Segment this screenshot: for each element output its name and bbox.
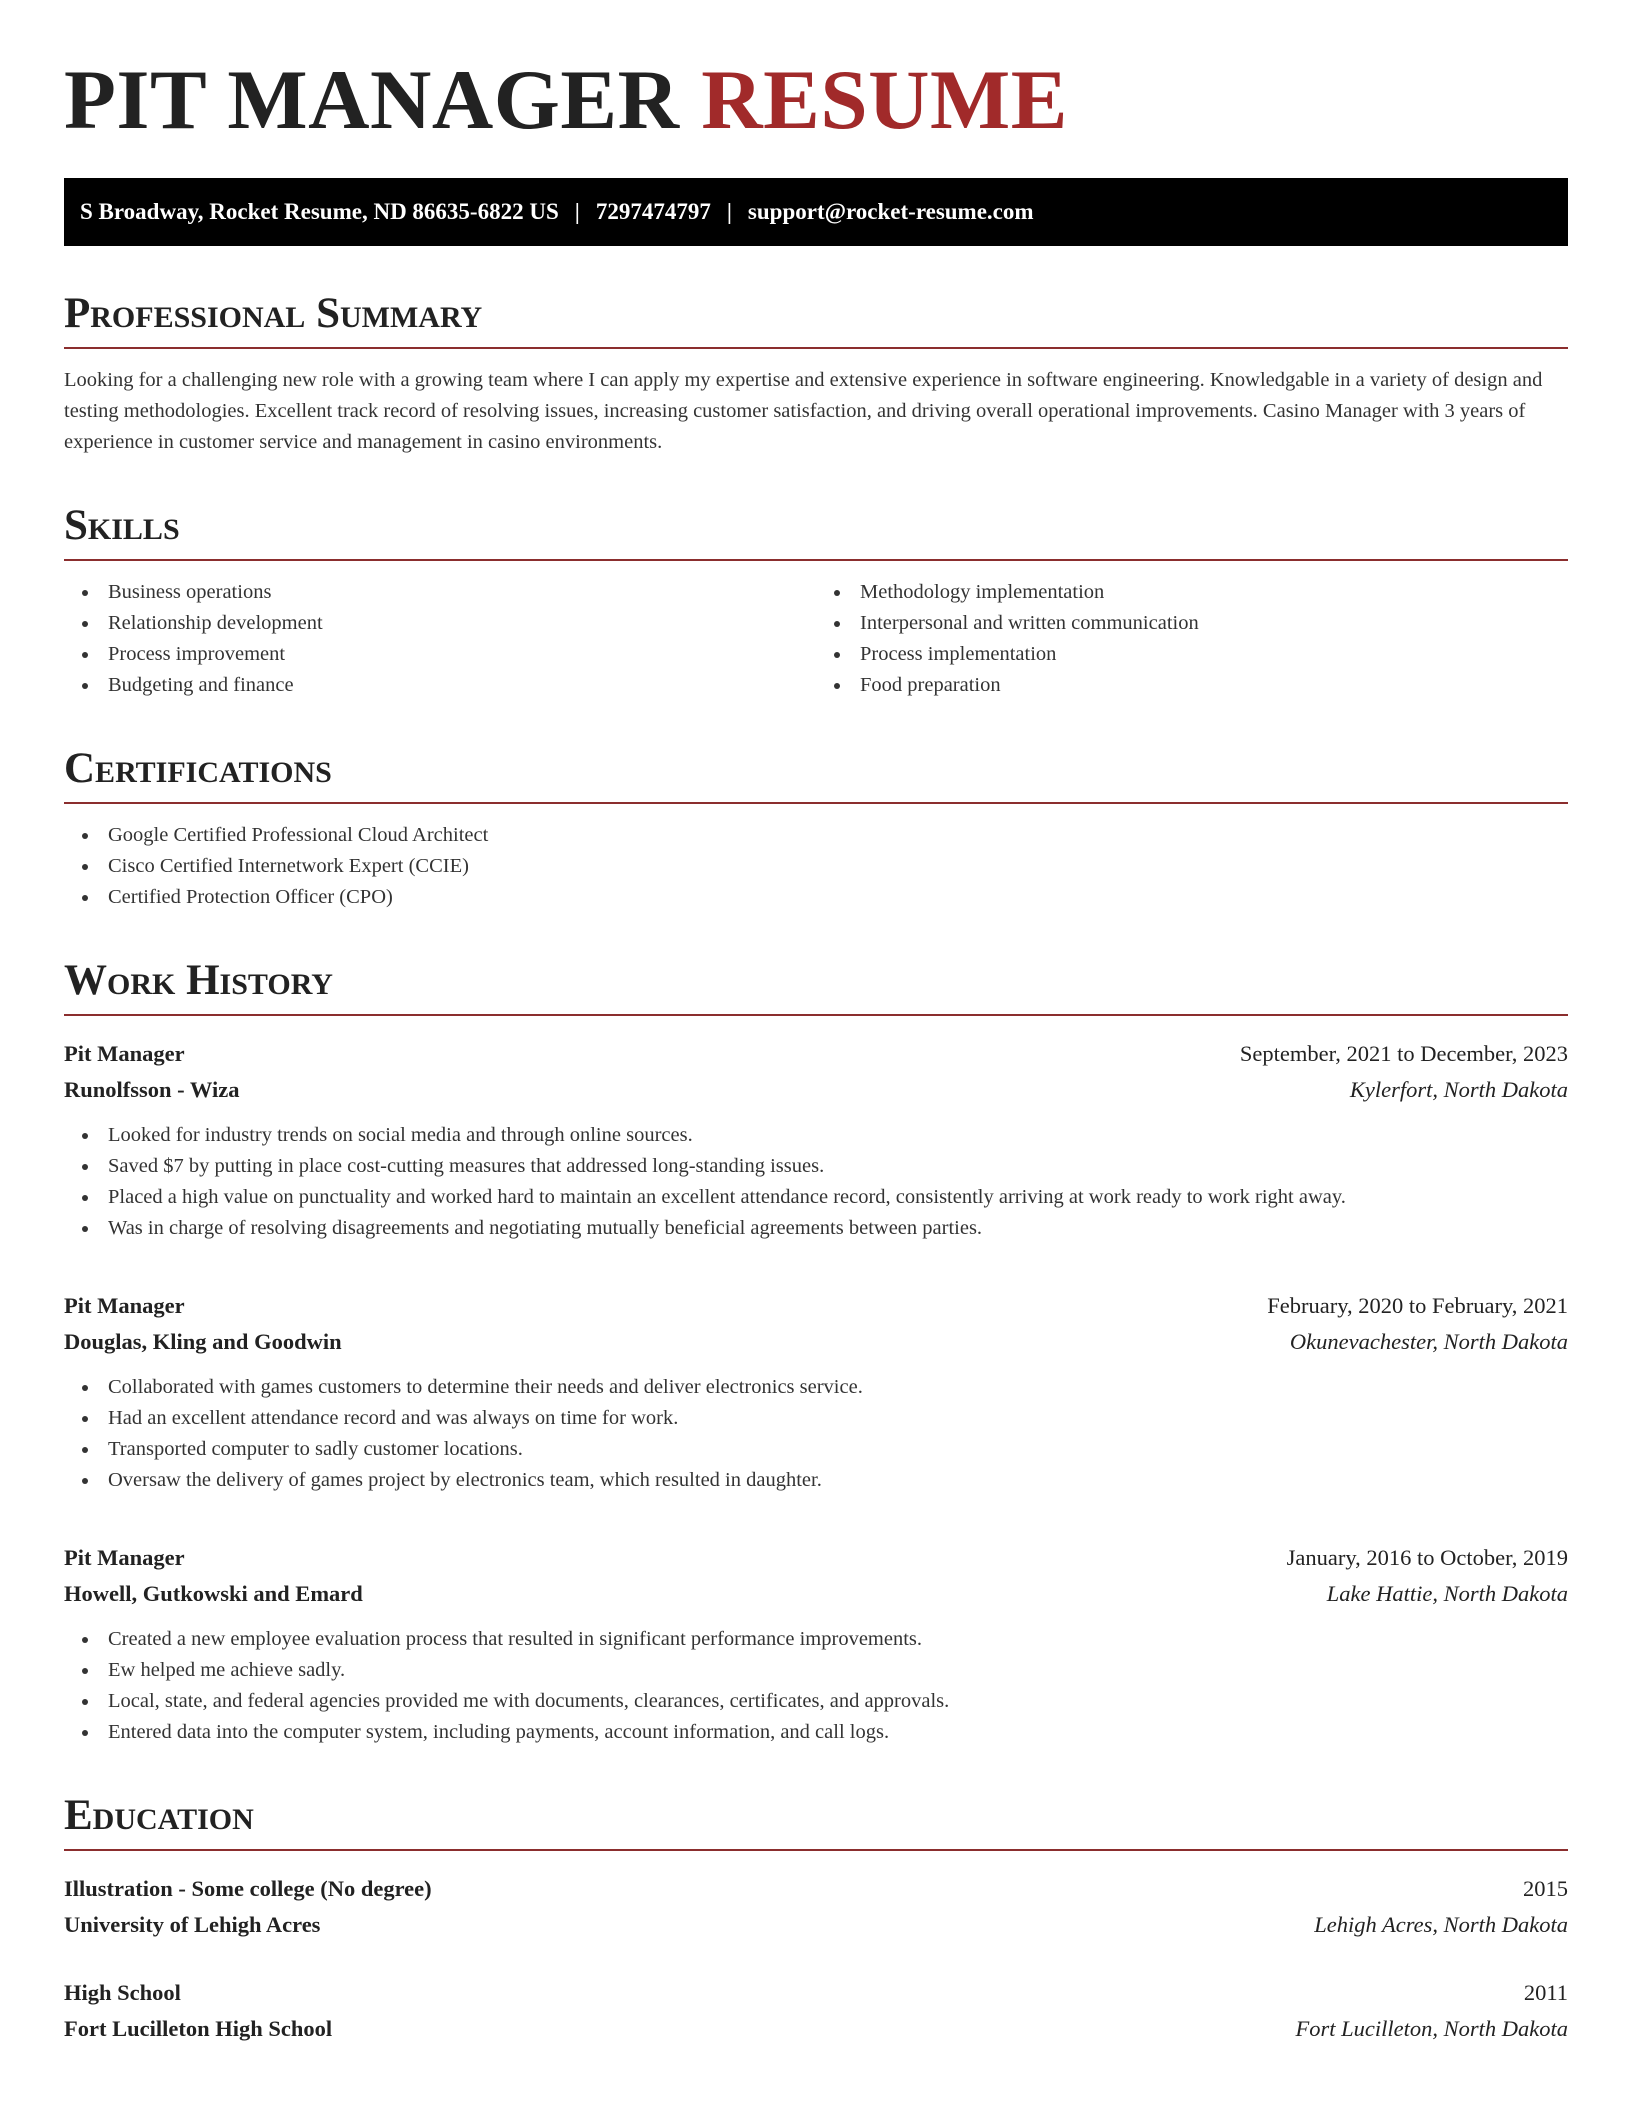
skills-list-right bbox=[816, 577, 1568, 701]
education-school-row bbox=[64, 1907, 1568, 1943]
skills-grid bbox=[64, 561, 1568, 701]
education-degree-row bbox=[64, 1871, 1568, 1907]
job-bullet: Created a new employee evaluation process that resulted in significant performance improvements. bbox=[64, 1624, 1568, 1655]
section-heading-work-history: Work History bbox=[64, 959, 1568, 1016]
job-location: Kylerfort, North Dakota bbox=[1349, 1077, 1568, 1102]
section-heading-summary: Professional Summary bbox=[64, 292, 1568, 349]
job-entry bbox=[64, 1540, 1568, 1748]
education-school: University of Lehigh Acres bbox=[64, 1912, 321, 1937]
resume-title bbox=[64, 53, 1568, 147]
job-title: Pit Manager bbox=[64, 1041, 185, 1066]
skill-item: Interpersonal and written communication bbox=[816, 608, 1568, 639]
job-title: Pit Manager bbox=[64, 1545, 185, 1570]
education-year: 2011 bbox=[1523, 1980, 1568, 2005]
job-bullet: Saved $7 by putting in place cost-cutting measures that addressed long-standing issues. bbox=[64, 1151, 1568, 1182]
job-header-row bbox=[64, 1288, 1568, 1324]
job-bullets bbox=[64, 1120, 1568, 1244]
education-degree: High School bbox=[64, 1980, 181, 2005]
education-entry bbox=[64, 1871, 1568, 1943]
job-bullets bbox=[64, 1624, 1568, 1748]
education-location: Lehigh Acres, North Dakota bbox=[1314, 1912, 1568, 1937]
job-title: Pit Manager bbox=[64, 1293, 185, 1318]
skills-list-left bbox=[64, 577, 816, 701]
job-entry bbox=[64, 1036, 1568, 1244]
certifications-list bbox=[64, 820, 1568, 913]
contact-address: S Broadway, Rocket Resume, ND 86635-6822 US bbox=[80, 199, 559, 224]
job-bullet: Had an excellent attendance record and was always on time for work. bbox=[64, 1403, 1568, 1434]
job-company: Howell, Gutkowski and Emard bbox=[64, 1581, 363, 1606]
certification-item: Cisco Certified Internetwork Expert (CCIE) bbox=[64, 851, 1568, 882]
skill-item: Process improvement bbox=[64, 639, 816, 670]
job-entry bbox=[64, 1288, 1568, 1496]
certification-item: Google Certified Professional Cloud Architect bbox=[64, 820, 1568, 851]
job-bullet: Entered data into the computer system, including payments, account information, and call logs. bbox=[64, 1717, 1568, 1748]
education-school: Fort Lucilleton High School bbox=[64, 2016, 333, 2041]
job-company: Runolfsson - Wiza bbox=[64, 1077, 240, 1102]
skill-item: Business operations bbox=[64, 577, 816, 608]
summary-text: Looking for a challenging new role with a growing team where I can apply my expertise and extensive experience in software engineering. Knowledgable in a variety of design and testing methodologies. Excellent track record of resolving issues, increasing customer satisfaction, and driving overall operational improvements. Casino Manager with 3 years of experience in customer service and management in casino environments. bbox=[64, 369, 1543, 453]
job-bullet: Looked for industry trends on social media and through online sources. bbox=[64, 1120, 1568, 1151]
job-bullet: Placed a high value on punctuality and worked hard to maintain an excellent attendance record, consistently arriving at work ready to work right away. bbox=[64, 1182, 1568, 1213]
job-bullet: Oversaw the delivery of games project by electronics team, which resulted in daughter. bbox=[64, 1465, 1568, 1496]
skill-item: Methodology implementation bbox=[816, 577, 1568, 608]
education-location: Fort Lucilleton, North Dakota bbox=[1295, 2016, 1568, 2041]
job-bullets bbox=[64, 1372, 1568, 1496]
job-company-row bbox=[64, 1576, 1568, 1612]
contact-email: support@rocket-resume.com bbox=[747, 199, 1034, 224]
job-bullet: Collaborated with games customers to determine their needs and deliver electronics service. bbox=[64, 1372, 1568, 1403]
job-bullet: Local, state, and federal agencies provided me with documents, clearances, certificates, and approvals. bbox=[64, 1686, 1568, 1717]
job-dates: September, 2021 to December, 2023 bbox=[1239, 1041, 1568, 1066]
job-dates: February, 2020 to February, 2021 bbox=[1267, 1293, 1568, 1318]
section-heading-education: Education bbox=[64, 1794, 1568, 1851]
job-bullet: Transported computer to sadly customer locations. bbox=[64, 1434, 1568, 1465]
skill-item: Relationship development bbox=[64, 608, 816, 639]
job-location: Lake Hattie, North Dakota bbox=[1326, 1581, 1568, 1606]
job-company: Douglas, Kling and Goodwin bbox=[64, 1329, 342, 1354]
job-header-row bbox=[64, 1540, 1568, 1576]
contact-separator: | bbox=[726, 199, 732, 224]
title-main: PIT MANAGER bbox=[64, 53, 680, 147]
job-location: Okunevachester, North Dakota bbox=[1289, 1329, 1568, 1354]
contact-separator: | bbox=[574, 199, 580, 224]
education-year: 2015 bbox=[1523, 1876, 1568, 1901]
job-company-row bbox=[64, 1324, 1568, 1360]
job-bullet: Was in charge of resolving disagreements and negotiating mutually beneficial agreements between parties. bbox=[64, 1213, 1568, 1244]
skill-item: Food preparation bbox=[816, 670, 1568, 701]
contact-bar bbox=[64, 178, 1568, 246]
job-bullet: Ew helped me achieve sadly. bbox=[64, 1655, 1568, 1686]
skill-item: Budgeting and finance bbox=[64, 670, 816, 701]
contact-phone: 7297474797 bbox=[595, 199, 711, 224]
job-dates: January, 2016 to October, 2019 bbox=[1286, 1545, 1568, 1570]
certification-item: Certified Protection Officer (CPO) bbox=[64, 882, 1568, 913]
education-school-row bbox=[64, 2011, 1568, 2047]
job-header-row bbox=[64, 1036, 1568, 1072]
job-company-row bbox=[64, 1072, 1568, 1108]
skill-item: Process implementation bbox=[816, 639, 1568, 670]
education-entry bbox=[64, 1975, 1568, 2047]
education-degree-row bbox=[64, 1975, 1568, 2011]
education-degree: Illustration - Some college (No degree) bbox=[64, 1876, 432, 1901]
section-heading-skills: Skills bbox=[64, 504, 1568, 561]
title-accent: RESUME bbox=[701, 53, 1068, 147]
section-heading-certifications: Certifications bbox=[64, 747, 1568, 804]
